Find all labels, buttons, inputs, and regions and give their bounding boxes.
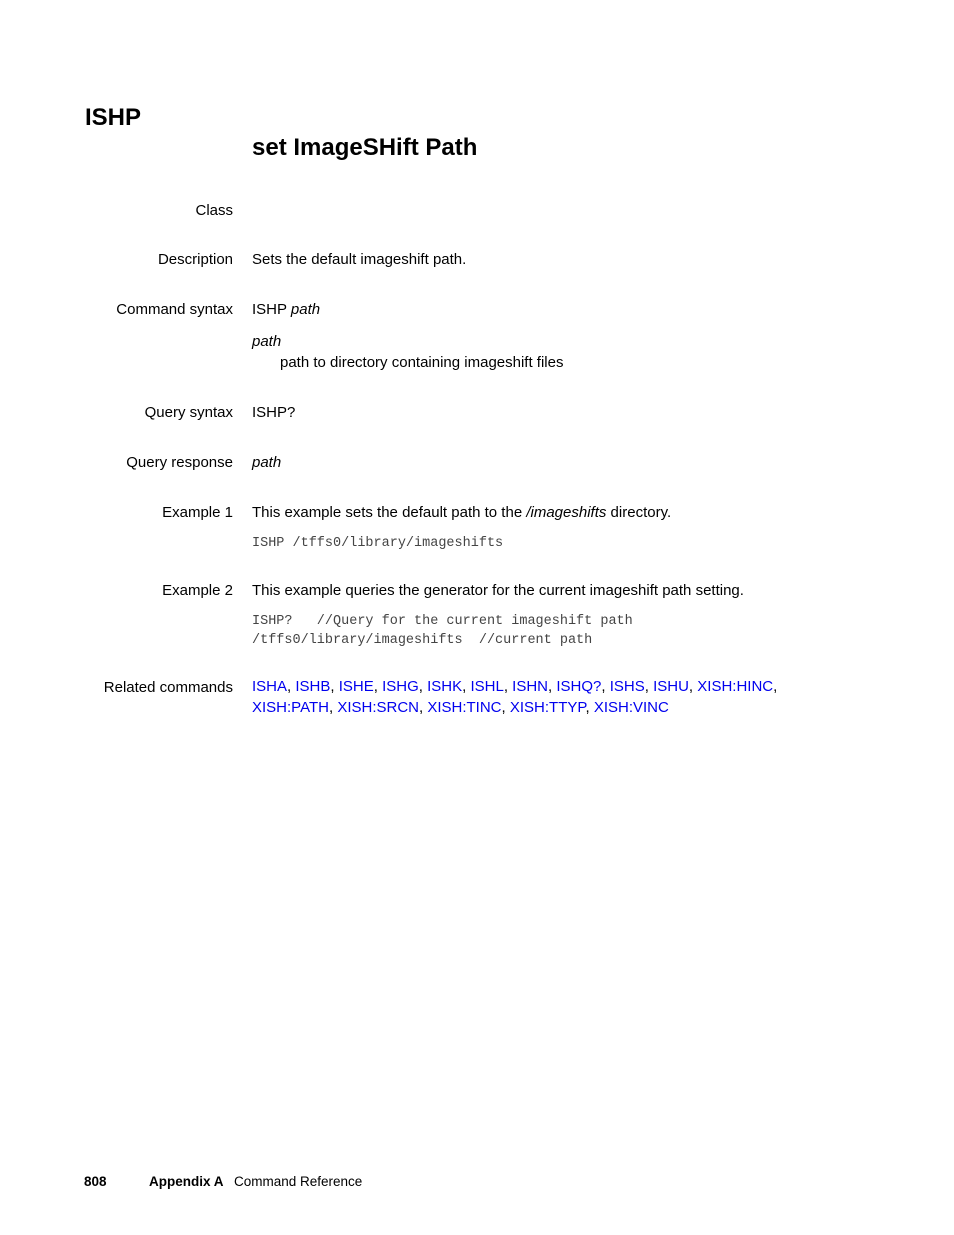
related-link[interactable]: ISHN (512, 678, 549, 695)
example2-code-line2: /tffs0/library/imageshifts //current path (252, 633, 593, 648)
example2-text: This example queries the generator for the current imageshift path setting. (252, 582, 744, 599)
related-link[interactable]: ISHQ? (556, 678, 602, 695)
related-link[interactable]: ISHS (609, 678, 645, 695)
related-link[interactable]: XISH:VINC (593, 699, 669, 716)
footer-appendix: Appendix A (149, 1174, 224, 1189)
example2-code-line1: ISHP? //Query for the current imageshift path (252, 614, 633, 629)
param-description: path to directory containing imageshift files (280, 354, 564, 371)
command-subtitle: set ImageSHift Path (252, 134, 478, 161)
related-link[interactable]: ISHU (653, 678, 689, 695)
param-name: path (252, 333, 282, 350)
page-number: 808 (84, 1174, 107, 1189)
example1-text: This example sets the default path to the /imageshifts directory. (252, 504, 672, 521)
example2-label: Example 2 (162, 582, 233, 599)
query-syntax: ISHP? (252, 404, 296, 421)
command-syntax (252, 301, 320, 318)
class-label: Class (195, 202, 233, 219)
example1-label: Example 1 (162, 504, 233, 521)
related-link[interactable]: XISH:HINC (697, 678, 774, 695)
related-links: ISHA, ISHB, ISHE, ISHG, ISHK, ISHL, ISHN, ISHQ?, ISHS, ISHU, XISH:HINC, XISH:PATH, XISH:SRCN, XISH:TINC, XISH:TTYP, XISH:VINC (252, 678, 778, 716)
command-syntax-label: Command syntax (116, 301, 233, 318)
related-link[interactable]: ISHK (427, 678, 463, 695)
query-response: path (252, 454, 282, 471)
related-link[interactable]: ISHG (382, 678, 419, 695)
description-label: Description (157, 251, 233, 268)
example1-code: ISHP /tffs0/library/imageshifts (252, 536, 504, 551)
query-syntax-label: Query syntax (144, 404, 233, 421)
related-link[interactable]: ISHB (295, 678, 331, 695)
related-link[interactable]: XISH:SRCN (337, 699, 419, 716)
related-link[interactable]: XISH:TINC (427, 699, 502, 716)
command-title: ISHP (85, 104, 142, 131)
syntax-param: path (290, 301, 321, 318)
footer-section: Command Reference (234, 1174, 363, 1189)
related-label: Related commands (103, 679, 233, 696)
related-link[interactable]: ISHA (252, 678, 288, 695)
description-text: Sets the default imageshift path. (252, 251, 467, 268)
related-link[interactable]: XISH:PATH (252, 699, 329, 716)
syntax-command: ISHP (252, 301, 287, 318)
related-link[interactable]: ISHL (470, 678, 504, 695)
related-link[interactable]: ISHE (338, 678, 374, 695)
related-link[interactable]: XISH:TTYP (509, 699, 586, 716)
query-response-label: Query response (126, 454, 233, 471)
